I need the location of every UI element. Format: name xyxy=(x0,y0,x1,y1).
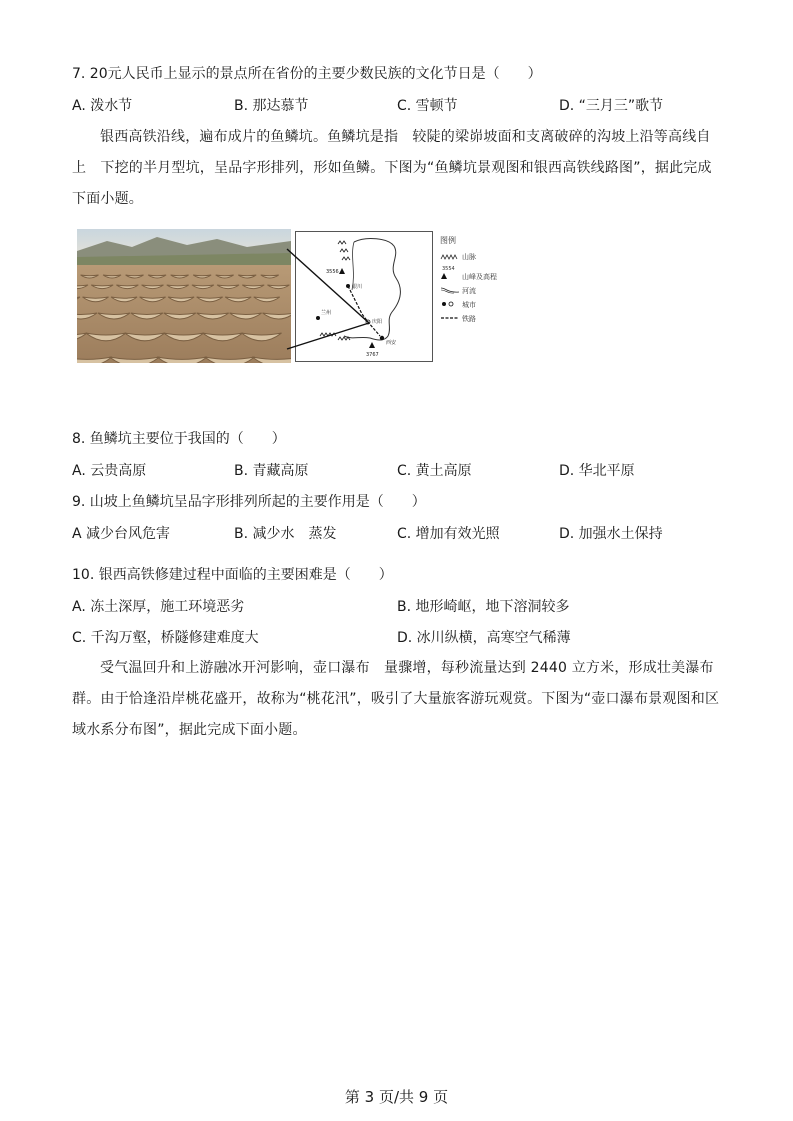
q7-stem: 7. 20元人民币上显示的景点所在省份的主要少数民族的文化节日是（ ） xyxy=(72,66,542,82)
q8-option-d: D. 华北平原 xyxy=(559,463,635,479)
legend-item-river: 河流 xyxy=(440,284,520,298)
q7-option-a: A. 泼水节 xyxy=(72,98,133,114)
q9-option-d: D. 加强水土保持 xyxy=(559,526,663,542)
q10-option-d: D. 冰川纵横，高寒空气稀薄 xyxy=(397,630,571,646)
q7-option-c: C. 雪顿节 xyxy=(397,98,458,114)
figure-fish-scale-pits xyxy=(77,229,431,363)
city-label-lanzhou: 兰州 xyxy=(321,310,332,316)
q10-option-c: C. 千沟万壑，桥隧修建难度大 xyxy=(72,630,259,646)
q7-option-d: D. “三月三”歌节 xyxy=(559,98,664,114)
city-label-xian: 西安 xyxy=(386,340,397,346)
intro-paragraph-2: 受气温回升和上游融冰开河影响，壶口瀑布 量骤增，每秒流量达到 2440 立方米，形成壮美瀑布群。由于恰逢沿岸桃花盛开，故称为“桃花汛”，吸引了大量旅客游玩观赏。下图为“壶口瀑布景观图和区域水系分布图”，据此完成下面小题。 xyxy=(72,660,720,738)
legend-item-mountain: 山脉 xyxy=(440,250,520,264)
q10-stem: 10. 银西高铁修建过程中面临的主要困难是（ ） xyxy=(72,567,393,583)
q9-option-b: B. 减少水 蒸发 xyxy=(234,526,337,542)
q8-option-c: C. 黄土高原 xyxy=(397,463,472,479)
city-label-yinchuan: 银川 xyxy=(352,284,363,290)
peak-label-south: 3767 xyxy=(366,352,379,358)
q10-option-a: A. 冻土深厚，施工环境恶劣 xyxy=(72,599,245,615)
q8-option-b: B. 青藏高原 xyxy=(234,463,309,479)
q10-option-b: B. 地形崎岖，地下溶洞较多 xyxy=(397,599,570,615)
legend-item-peak: 山峰及高程 xyxy=(440,270,520,284)
legend-item-railway: 铁路 xyxy=(462,315,476,323)
legend-sample-elevation: 3554 xyxy=(442,266,455,272)
page-number: 第 3 页/共 9 页 xyxy=(344,1088,449,1106)
legend-title: 图例 xyxy=(440,236,456,245)
q9-option-a: A 减少台风危害 xyxy=(72,526,171,542)
q9-option-c: C. 增加有效光照 xyxy=(397,526,500,542)
fish-scale-pit-photo xyxy=(77,229,291,363)
city-label-qingyang: 庆阳 xyxy=(372,319,383,325)
peak-label-north: 3556 xyxy=(326,269,339,275)
map-legend xyxy=(440,236,520,326)
q8-stem: 8. 鱼鳞坑主要位于我国的（ ） xyxy=(72,431,286,447)
intro-paragraph-1: 银西高铁沿线，遍布成片的鱼鳞坑。鱼鳞坑是指 较陡的梁峁坡面和支离破碎的沟坡上沿等高线自上 下挖的半月型坑，呈品字形排列，形如鱼鳞。下图为“鱼鳞坑景观图和银西高铁线路图”，据此完成下面小题。 xyxy=(72,129,712,207)
q9-stem: 9. 山坡上鱼鳞坑呈品字形排列所起的主要作用是（ ） xyxy=(72,494,426,510)
q7-option-b: B. 那达慕节 xyxy=(234,98,309,114)
q8-option-a: A. 云贵高原 xyxy=(72,463,147,479)
legend-item-city: 城市 xyxy=(440,298,520,312)
